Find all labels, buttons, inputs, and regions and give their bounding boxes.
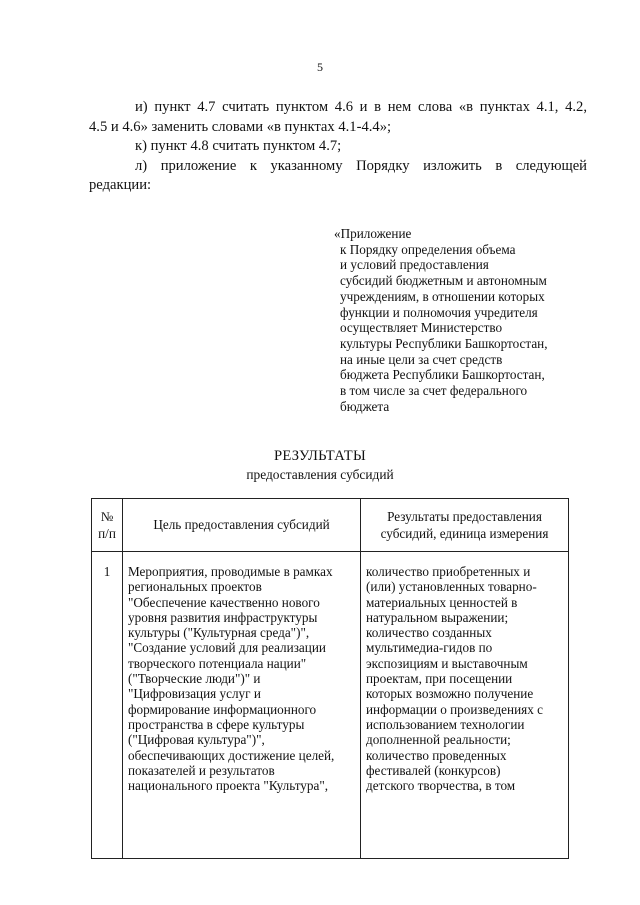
item-l-line2: редакции: (89, 177, 152, 193)
item-i-line1 (89, 98, 587, 117)
page-number: 5 (317, 60, 323, 74)
appendix-line: функции и полномочия учредителя (340, 304, 538, 320)
table-header-row (92, 499, 569, 552)
item-k (89, 137, 587, 156)
results-subtitle: предоставления субсидий (246, 467, 394, 482)
header-num: № п/п (92, 499, 123, 552)
header-goal: Цель предоставления субсидий (123, 499, 361, 552)
appendix-line: «Приложение (334, 226, 412, 241)
row-result: количество приобретенных и (или) установленных товарно- материальных ценностей в натуральном выражении; количество созданных мультимедиа-гидов по экспозициям и выставочным проектам, при посещении которых возможно получение информации о произведениях с использованием технологии дополненной реальности; количество проведенных фестивалей (конкурсов) детского творчества, в том (361, 552, 569, 859)
appendix-line: осуществляет Министерство (340, 320, 503, 336)
header-result: Результаты предоставления субсидий, единица измерения (361, 499, 569, 552)
appendix-line: субсидий бюджетным и автономным (340, 273, 547, 289)
appendix-line: к Порядку определения объема (340, 241, 516, 257)
appendix-block (334, 226, 605, 414)
appendix-line: учреждениям, в отношении которых (340, 288, 545, 304)
item-i-line1-text: и) пункт 4.7 считать пунктом 4.6 и в нем слова «в пунктах 4.1, 4.2, (135, 99, 587, 115)
appendix-line: и условий предоставления (340, 257, 489, 273)
results-title: РЕЗУЛЬТАТЫ (273, 448, 367, 464)
item-l-line1-text: л) приложение к указанному Порядку изложить в следующей (135, 158, 587, 174)
item-i-line2: 4.5 и 4.6» заменить словами «в пунктах 4.1-4.4»; (89, 119, 392, 135)
row-goal: Мероприятия, проводимые в рамках региональных проектов "Обеспечение качественно нового уровня развития инфраструктуры культуры ("Культурная среда")", "Создание условий для реализации творческого потенциала нации" ("Творческие люди")" и "Цифровизация услуг и формирование информационного пространства в сфере культуры ("Цифровая культура")", обеспечивающих достижение целей, показателей и результатов национального проекта "Культура", (123, 552, 361, 859)
results-table (91, 498, 569, 859)
appendix-line: культуры Республики Башкортостан, (340, 335, 548, 351)
appendix-line: бюджета (340, 398, 390, 414)
row-num: 1 (92, 552, 123, 859)
appendix-line: на иные цели за счет средств (340, 351, 503, 367)
item-k-text: к) пункт 4.8 считать пунктом 4.7; (135, 138, 342, 154)
table-row (92, 552, 569, 859)
item-l-line1 (89, 157, 587, 176)
appendix-line: в том числе за счет федерального (340, 383, 528, 399)
appendix-line: бюджета Республики Башкортостан, (340, 367, 545, 383)
